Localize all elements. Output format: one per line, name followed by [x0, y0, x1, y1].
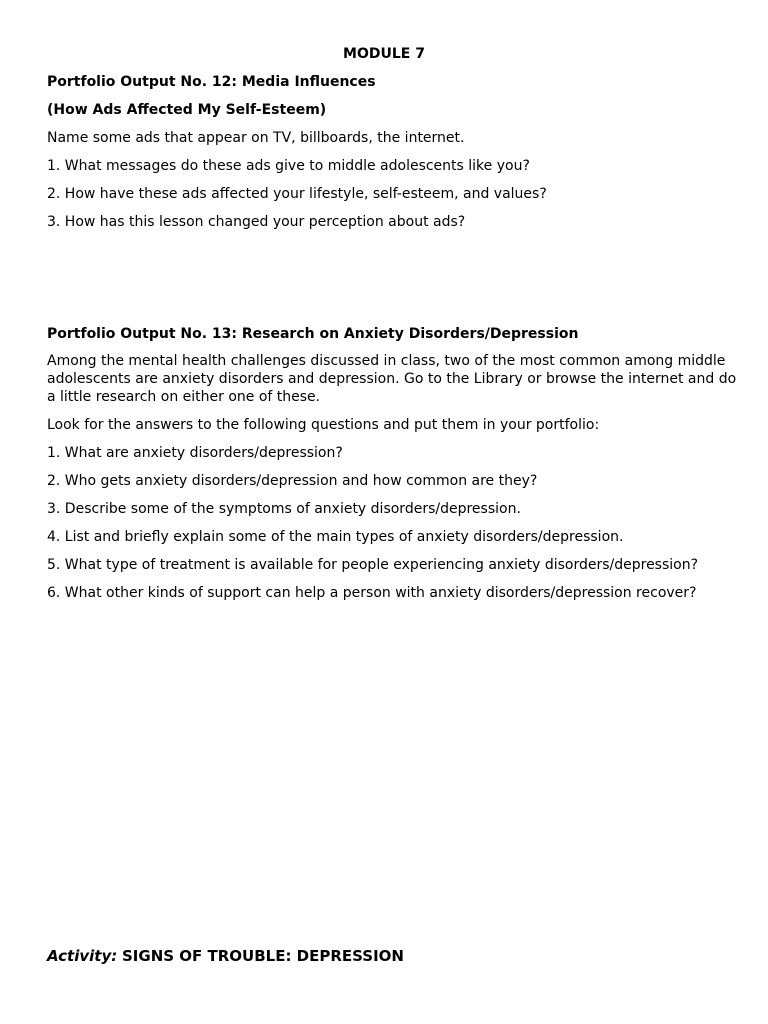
portfolio-12-title: Portfolio Output No. 12: Media Influences [47, 74, 376, 90]
portfolio-13-question: 4. List and briefly explain some of the main types of anxiety disorders/depression. [47, 529, 624, 545]
activity-heading [47, 947, 404, 965]
activity-label: Activity: [47, 947, 118, 965]
portfolio-13-question: 5. What type of treatment is available for people experiencing anxiety disorders/depression? [47, 557, 699, 573]
portfolio-13-intro: Among the mental health challenges discussed in class, two of the most common among middle adolescents are anxiety disorders and depression. Go to the Library or browse the internet and do a little research on either one of these. [47, 353, 737, 405]
portfolio-12-subtitle: (How Ads Affected My Self-Esteem) [47, 102, 327, 118]
portfolio-12-question: 2. How have these ads affected your lifestyle, self-esteem, and values? [47, 186, 547, 202]
portfolio-13-question: 1. What are anxiety disorders/depression? [47, 445, 343, 461]
portfolio-13-title: Portfolio Output No. 13: Research on Anxiety Disorders/Depression [47, 326, 579, 342]
portfolio-12-question: 1. What messages do these ads give to middle adolescents like you? [47, 158, 530, 174]
activity-title: SIGNS OF TROUBLE: DEPRESSION [122, 947, 404, 965]
portfolio-12-intro: Name some ads that appear on TV, billboards, the internet. [47, 130, 465, 146]
portfolio-13-instruction: Look for the answers to the following questions and put them in your portfolio: [47, 417, 600, 433]
portfolio-13-question: 2. Who gets anxiety disorders/depression and how common are they? [47, 473, 538, 489]
portfolio-13-question: 6. What other kinds of support can help a person with anxiety disorders/depression recover? [47, 585, 697, 601]
portfolio-12-question: 3. How has this lesson changed your perception about ads? [47, 214, 466, 230]
portfolio-13-question: 3. Describe some of the symptoms of anxiety disorders/depression. [47, 501, 521, 517]
module-title: MODULE 7 [343, 46, 425, 62]
